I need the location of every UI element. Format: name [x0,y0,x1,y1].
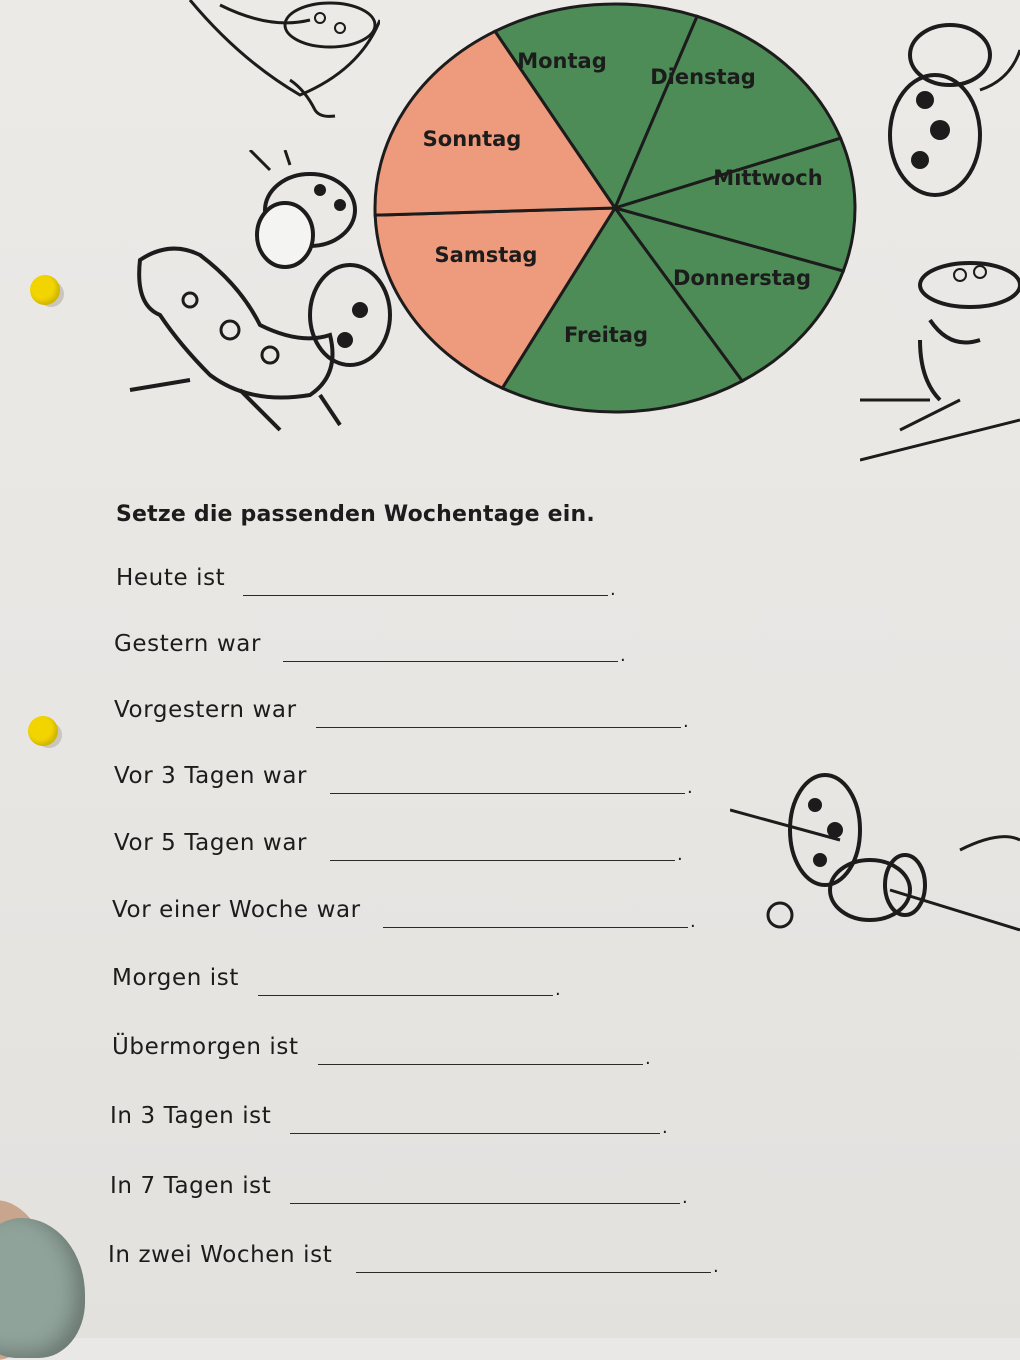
ladybug-pulling-rope-illustration [730,770,1020,960]
fill-in-row [110,1173,689,1208]
fill-in-row [112,897,697,932]
period-mark: . [677,844,684,865]
answer-blank[interactable] [283,661,618,662]
row-label: Vorgestern war [114,697,297,723]
fill-in-row [114,697,690,732]
row-label: Vor 3 Tagen war [114,763,308,789]
answer-blank[interactable] [356,1272,711,1273]
weekday-wheel [370,0,870,420]
fill-in-row [112,1034,652,1069]
period-mark: . [690,911,697,932]
wheel-label-montag: Montag [517,49,607,73]
punch-hole-middle [28,716,58,746]
row-label: Heute ist [116,565,226,591]
fill-in-row [108,1242,720,1277]
row-label: Vor 5 Tagen war [114,830,308,856]
wheel-label-freitag: Freitag [563,323,649,347]
answer-blank[interactable] [258,995,553,996]
ladybug-hammock-illustration [180,0,380,130]
period-mark: . [713,1256,720,1277]
fingernail [0,1218,85,1358]
row-label: Gestern war [114,631,262,657]
row-label: Vor einer Woche war [112,897,361,923]
fill-in-row [114,830,684,865]
wheel-label-donnerstag: Donnerstag [672,266,812,290]
period-mark: . [683,711,690,732]
answer-blank[interactable] [383,927,688,928]
answer-blank[interactable] [290,1203,680,1204]
row-label: In zwei Wochen ist [108,1242,333,1268]
ladybug-riding-giraffe-illustration [120,150,400,450]
punch-hole-top [30,275,60,305]
fill-in-row [110,1103,669,1138]
row-label: In 3 Tagen ist [110,1103,272,1129]
answer-blank[interactable] [243,595,608,596]
period-mark: . [682,1187,689,1208]
answer-blank[interactable] [330,793,685,794]
period-mark: . [662,1117,669,1138]
row-label: Morgen ist [112,965,239,991]
fill-in-row [114,631,627,666]
answer-blank[interactable] [318,1064,643,1065]
answer-blank[interactable] [290,1133,660,1134]
fill-in-row [114,763,694,798]
period-mark: . [555,979,562,1000]
wheel-label-samstag: Samstag [434,243,538,267]
period-mark: . [610,579,617,600]
period-mark: . [687,777,694,798]
answer-blank[interactable] [330,860,675,861]
period-mark: . [645,1048,652,1069]
period-mark: . [620,645,627,666]
wheel-label-sonntag: Sonntag [422,127,522,151]
wheel-label-dienstag: Dienstag [650,65,756,89]
ladybug-pointing-illustration [860,0,1020,470]
instruction-heading: Setze die passenden Wochentage ein. [116,502,595,527]
answer-blank[interactable] [316,727,681,728]
fill-in-row [112,965,562,1000]
row-label: Übermorgen ist [112,1034,299,1060]
row-label: In 7 Tagen ist [110,1173,272,1199]
wheel-slices [375,4,855,412]
wheel-label-mittwoch: Mittwoch [713,166,823,190]
fill-in-row [116,565,617,600]
